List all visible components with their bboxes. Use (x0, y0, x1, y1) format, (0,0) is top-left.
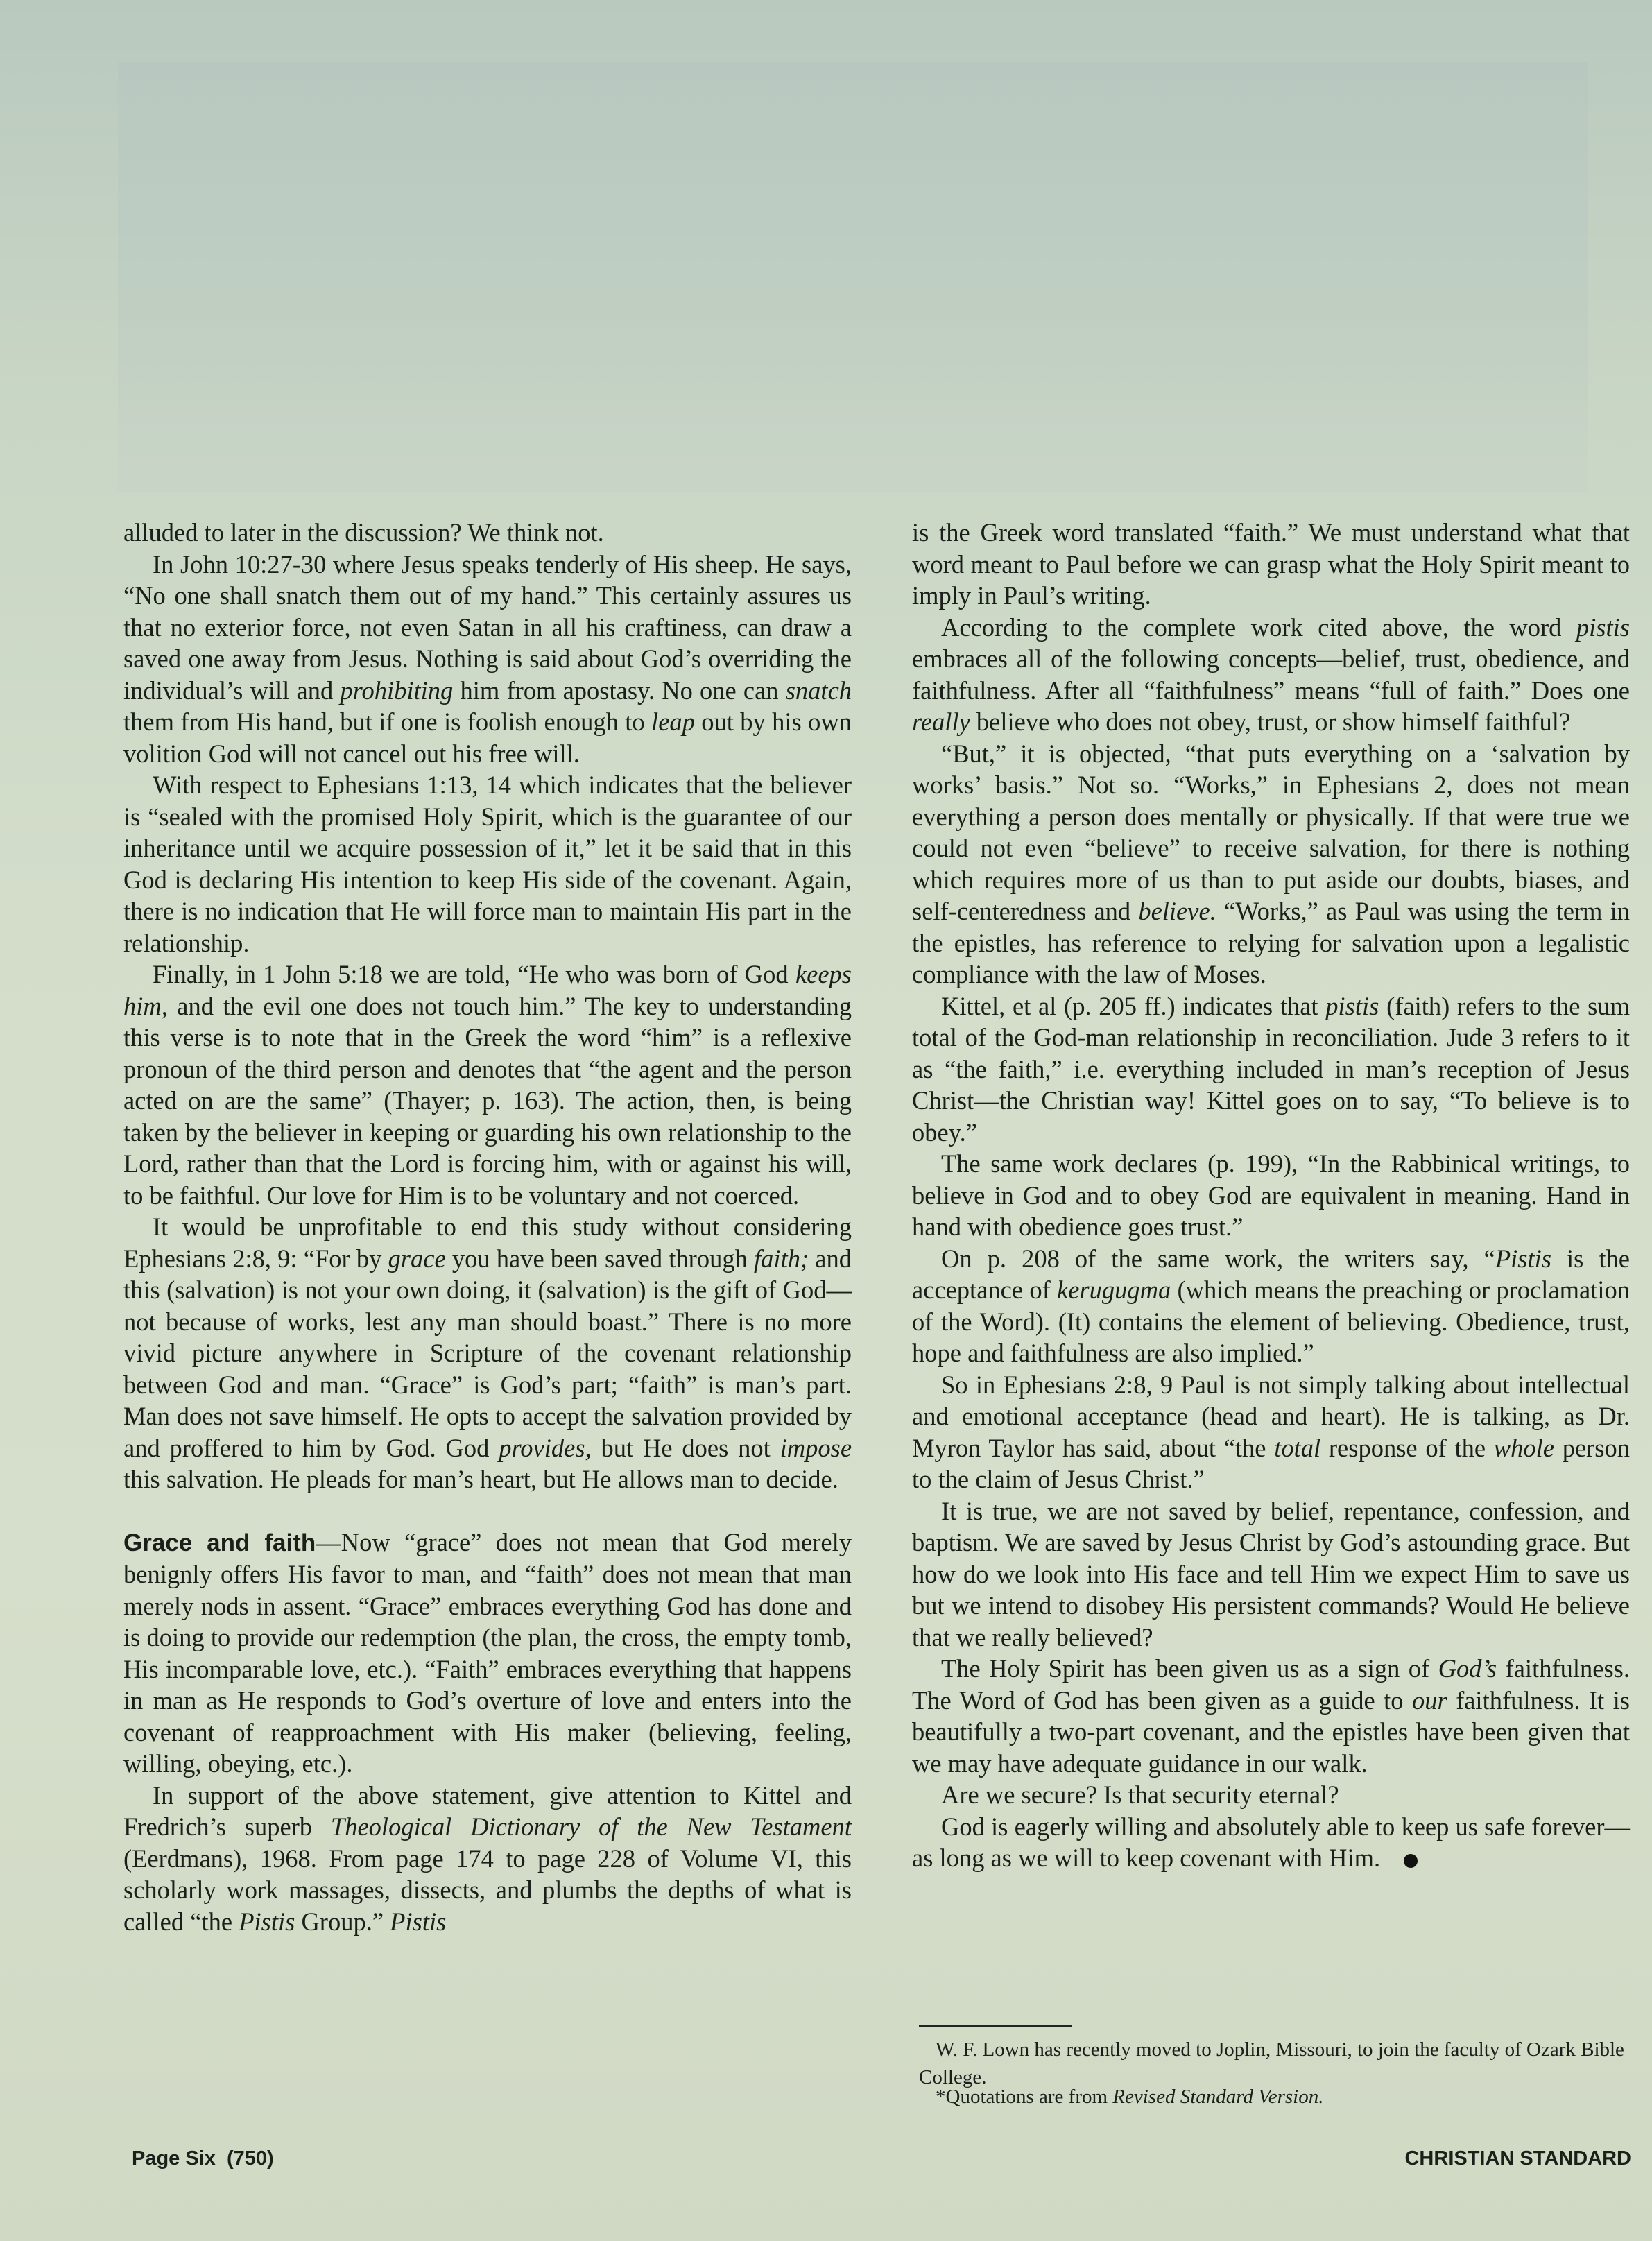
paragraph: With respect to Ephesians 1:13, 14 which indicates that the believer is “sealed with the promised Holy Spirit, which is the guarantee of our inheritance until we acquire possession of it,” let it be said that in this God is declaring His intention to keep His side of the covenant. Again, there is no indication that He will force man to maintain His part in the relationship. (123, 771, 852, 957)
paragraph: Are we secure? Is that security eternal? (941, 1780, 1339, 1809)
page-number: Page Six (750) (132, 2147, 274, 2170)
paragraph: According to the complete work cited above, the word pistis embraces all of the following concepts—belief, trust, obedience, and faithfulness. After all “faithfulness” means “full of faith.” Does one really believe who does not obey, trust, or show himself faithful? (912, 612, 1630, 736)
paragraph: is the Greek word translated “faith.” We must understand what that word meant to Paul before we can grasp what the Holy Spirit meant to imply in Paul’s writing. (912, 518, 1630, 610)
section-heading: Grace and faith (123, 1529, 316, 1556)
paragraph-with-heading: Grace and faith—Now “grace” does not mean that God merely benignly offers His favor to man, and “faith” does not mean that man merely nods in assent. “Grace” embraces everything God has done and is doing to provide our redemption (the plan, the cross, the empty tomb, His incomparable love, etc.). “Faith” embraces everything that happens in man as He responds to God’s overture of love and enters into the covenant of reapproachment with His maker (believing, feeling, willing, obeying, etc.). (123, 1527, 852, 1778)
paragraph: The same work declares (p. 199), “In the Rabbinical writings, to believe in God and to obey God are equivalent in meaning. Hand in hand with obedience goes trust.” (912, 1149, 1630, 1241)
paragraph: It would be unprofitable to end this study without considering Ephesians 2:8, 9: “For by grace you have been saved through faith; and this (salvation) is not your own doing, it (salvation) is the gift of God—not because of works, lest any man should boast.” There is no more vivid picture anywhere in Scripture of the covenant relationship between God and man. “Grace” is God’s part; “faith” is man’s part. Man does not save himself. He opts to accept the salvation provided by and proffered to him by God. God provides, but He does not impose this salvation. He pleads for man’s heart, but He allows man to decide. (123, 1212, 852, 1493)
faded-header-banner (118, 62, 1588, 492)
publication-name: CHRISTIAN STANDARD (1404, 2147, 1631, 2170)
paragraph: It is true, we are not saved by belief, repentance, confession, and baptism. We are saved by Jesus Christ by God’s astounding grace. But how do we look into His face and tell Him we expect Him to save us but we intend to disobey His persistent commands? Would He believe that we really believed? (912, 1496, 1630, 1651)
paragraph: In John 10:27-30 where Jesus speaks tenderly of His sheep. He says, “No one shall snatch them out of my hand.” This certainly assures us that no exterior force, not even Satan in all his craftiness, can draw a saved one away from Jesus. Nothing is said about God’s overriding the individual’s will and prohibiting him from apostasy. No one can snatch them from His hand, but if one is foolish enough to leap out by his own volition God will not cancel out his free will. (123, 549, 852, 768)
closing-paragraph: God is eagerly willing and absolutely able to keep us safe forever—as long as we will to keep covenant with Him. (912, 1812, 1630, 1872)
paragraph: Kittel, et al (p. 205 ff.) indicates that pistis (faith) refers to the sum total of the God-man relationship in reconciliation. Jude 3 refers to it as “the faith,” i.e. everything included in man’s reception of Jesus Christ—the Christian way! Kittel goes on to say, “To believe is to obey.” (912, 991, 1630, 1147)
paragraph: “But,” it is objected, “that puts everything on a ‘salvation by works’ basis.” Not so. “Works,” in Ephesians 2, does not mean everything a person does mentally or physically. If that were true we could not even “believe” to receive salvation, for there is nothing which requires more of us than to put aside our doubts, biases, and self-centeredness and believe. “Works,” as Paul was using the term in the epistles, has reference to relying for salvation upon a legalistic compliance with the law of Moses. (912, 739, 1630, 988)
paragraph: In support of the above statement, give attention to Kittel and Fredrich’s superb Theological Dictionary of the New Testament (Eerdmans), 1968. From page 174 to page 228 of Volume VI, this scholarly work massages, dissects, and plumbs the depths of what is called “the Pistis Group.” Pistis (123, 1780, 852, 1936)
end-mark-icon (1404, 1854, 1418, 1868)
author-footnote: W. F. Lown has recently moved to Joplin, Missouri, to join the faculty of Ozark Bible College. (919, 2038, 1624, 2088)
paragraph: alluded to later in the discussion? We think not. (123, 518, 604, 547)
paragraph: So in Ephesians 2:8, 9 Paul is not simply talking about intellectual and emotional acceptance (head and heart). He is talking, as Dr. Myron Taylor has said, about “the total response of the whole person to the claim of Jesus Christ.” (912, 1370, 1630, 1493)
paragraph: On p. 208 of the same work, the writers say, “Pistis is the acceptance of kerugugma (which means the preaching or proclamation of the Word). (It) contains the element of believing. Obedience, trust, hope and faithfulness are also implied.” (912, 1244, 1631, 1367)
quotation-footnote: *Quotations are from Revised Standard Version. (936, 2086, 1324, 2108)
paragraph: Finally, in 1 John 5:18 we are told, “He who was born of God keeps him, and the evil one does not touch him.” The key to understanding this verse is to note that in the Greek the word “him” is a reflexive pronoun of the third person and denotes that “the agent and the person acted on are the same” (Thayer; p. 163). The action, then, is being taken by the believer in keeping or guarding his own relationship to the Lord, rather than that the Lord is forcing him, with or against his will, to be faithful. Our love for Him is to be voluntary and not coerced. (123, 960, 852, 1210)
left-column (123, 517, 852, 1937)
paragraph: The Holy Spirit has been given us as a sign of God’s faithfulness. The Word of God has been given as a guide to our faithfulness. It is beautifully a two-part covenant, and the epistles have been given that we may have adequate guidance in our walk. (912, 1654, 1630, 1778)
footnote-rule (919, 2025, 1072, 2027)
right-column (912, 517, 1630, 1874)
